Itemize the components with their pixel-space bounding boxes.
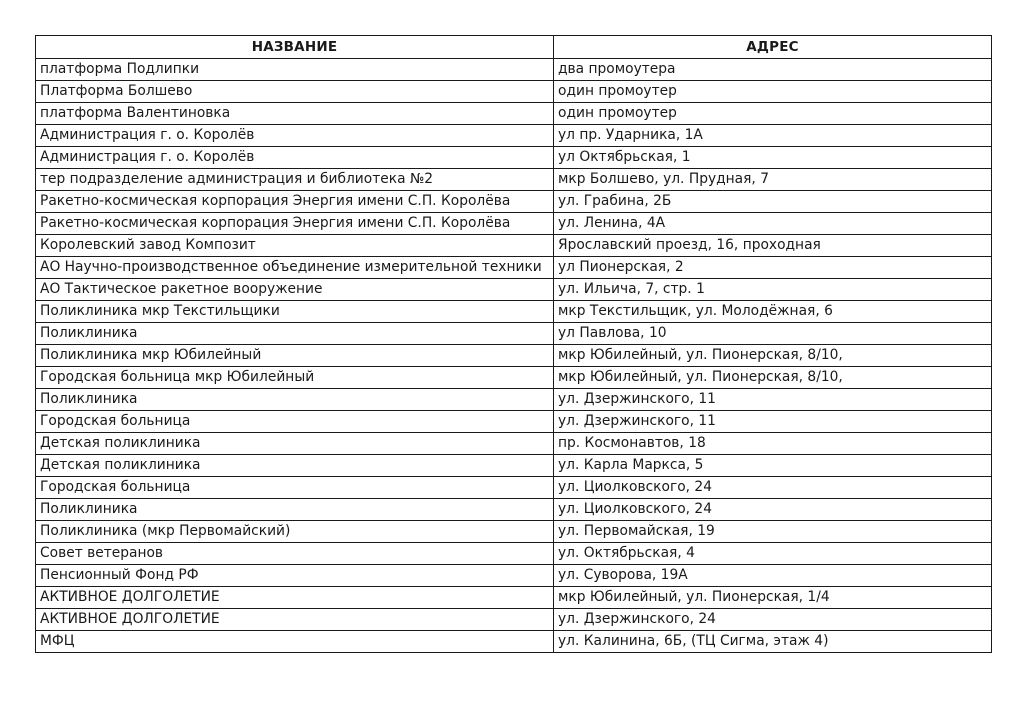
cell-address: ул. Дзержинского, 11 xyxy=(554,389,992,411)
table-row xyxy=(36,521,992,543)
cell-address: мкр Болшево, ул. Прудная, 7 xyxy=(554,169,992,191)
table-row xyxy=(36,213,992,235)
cell-address: ул. Калинина, 6Б, (ТЦ Сигма, этаж 4) xyxy=(554,631,992,653)
table-row xyxy=(36,345,992,367)
cell-address: Ярославский проезд, 16, проходная xyxy=(554,235,992,257)
cell-name: платформа Валентиновка xyxy=(36,103,554,125)
cell-address: пр. Космонавтов, 18 xyxy=(554,433,992,455)
cell-address: ул. Дзержинского, 24 xyxy=(554,609,992,631)
table-row xyxy=(36,543,992,565)
table-row xyxy=(36,301,992,323)
cell-name: АО Тактическое ракетное вооружение xyxy=(36,279,554,301)
cell-name: АКТИВНОЕ ДОЛГОЛЕТИЕ xyxy=(36,587,554,609)
cell-address: один промоутер xyxy=(554,81,992,103)
cell-address: ул. Циолковского, 24 xyxy=(554,477,992,499)
table-row xyxy=(36,147,992,169)
cell-name: Поликлиника xyxy=(36,323,554,345)
cell-name: Администрация г. о. Королёв xyxy=(36,125,554,147)
table-row xyxy=(36,499,992,521)
table-row xyxy=(36,103,992,125)
table-row xyxy=(36,323,992,345)
cell-name: Поликлиника xyxy=(36,499,554,521)
cell-address: ул. Ленина, 4А xyxy=(554,213,992,235)
cell-address: ул пр. Ударника, 1А xyxy=(554,125,992,147)
table-row xyxy=(36,191,992,213)
column-header-name: НАЗВАНИЕ xyxy=(36,36,554,59)
cell-address: мкр Юбилейный, ул. Пионерская, 8/10, xyxy=(554,345,992,367)
cell-name: АКТИВНОЕ ДОЛГОЛЕТИЕ xyxy=(36,609,554,631)
table-row xyxy=(36,389,992,411)
locations-table xyxy=(35,35,992,653)
table-row xyxy=(36,565,992,587)
cell-name: Поликлиника мкр Юбилейный xyxy=(36,345,554,367)
table-row xyxy=(36,59,992,81)
table-row xyxy=(36,257,992,279)
cell-name: Совет ветеранов xyxy=(36,543,554,565)
cell-address: ул. Первомайская, 19 xyxy=(554,521,992,543)
cell-address: два промоутера xyxy=(554,59,992,81)
cell-name: Ракетно-космическая корпорация Энергия имени С.П. Королёва xyxy=(36,191,554,213)
cell-name: Администрация г. о. Королёв xyxy=(36,147,554,169)
cell-name: МФЦ xyxy=(36,631,554,653)
cell-name: Городская больница xyxy=(36,477,554,499)
column-header-address: АДРЕС xyxy=(554,36,992,59)
cell-name: Поликлиника xyxy=(36,389,554,411)
table-row xyxy=(36,477,992,499)
cell-address: ул. Дзержинского, 11 xyxy=(554,411,992,433)
cell-name: Детская поликлиника xyxy=(36,433,554,455)
table-row xyxy=(36,587,992,609)
cell-address: ул. Суворова, 19А xyxy=(554,565,992,587)
cell-address: мкр Юбилейный, ул. Пионерская, 8/10, xyxy=(554,367,992,389)
cell-name: Поликлиника (мкр Первомайский) xyxy=(36,521,554,543)
table-row xyxy=(36,609,992,631)
table-row xyxy=(36,235,992,257)
table-row xyxy=(36,367,992,389)
table-row xyxy=(36,411,992,433)
cell-address: ул. Грабина, 2Б xyxy=(554,191,992,213)
header-row xyxy=(36,36,992,59)
cell-name: Пенсионный Фонд РФ xyxy=(36,565,554,587)
table-body xyxy=(36,59,992,653)
table-row xyxy=(36,169,992,191)
cell-address: ул. Карла Маркса, 5 xyxy=(554,455,992,477)
table-header xyxy=(36,36,992,59)
cell-address: мкр Текстильщик, ул. Молодёжная, 6 xyxy=(554,301,992,323)
cell-address: ул. Ильича, 7, стр. 1 xyxy=(554,279,992,301)
cell-name: Королевский завод Композит xyxy=(36,235,554,257)
cell-name: АО Научно-производственное объединение измерительной техники xyxy=(36,257,554,279)
cell-address: ул Павлова, 10 xyxy=(554,323,992,345)
table-row xyxy=(36,81,992,103)
cell-name: Платформа Болшево xyxy=(36,81,554,103)
table-row xyxy=(36,455,992,477)
cell-address: ул. Циолковского, 24 xyxy=(554,499,992,521)
table-row xyxy=(36,631,992,653)
table-row xyxy=(36,125,992,147)
cell-address: ул. Октябрьская, 4 xyxy=(554,543,992,565)
cell-name: тер подразделение администрация и библиотека №2 xyxy=(36,169,554,191)
cell-address: один промоутер xyxy=(554,103,992,125)
table-row xyxy=(36,279,992,301)
cell-address: ул Пионерская, 2 xyxy=(554,257,992,279)
cell-name: Городская больница мкр Юбилейный xyxy=(36,367,554,389)
cell-name: Городская больница xyxy=(36,411,554,433)
cell-name: платформа Подлипки xyxy=(36,59,554,81)
cell-name: Детская поликлиника xyxy=(36,455,554,477)
cell-address: мкр Юбилейный, ул. Пионерская, 1/4 xyxy=(554,587,992,609)
table-row xyxy=(36,433,992,455)
cell-address: ул Октябрьская, 1 xyxy=(554,147,992,169)
cell-name: Поликлиника мкр Текстильщики xyxy=(36,301,554,323)
cell-name: Ракетно-космическая корпорация Энергия имени С.П. Королёва xyxy=(36,213,554,235)
